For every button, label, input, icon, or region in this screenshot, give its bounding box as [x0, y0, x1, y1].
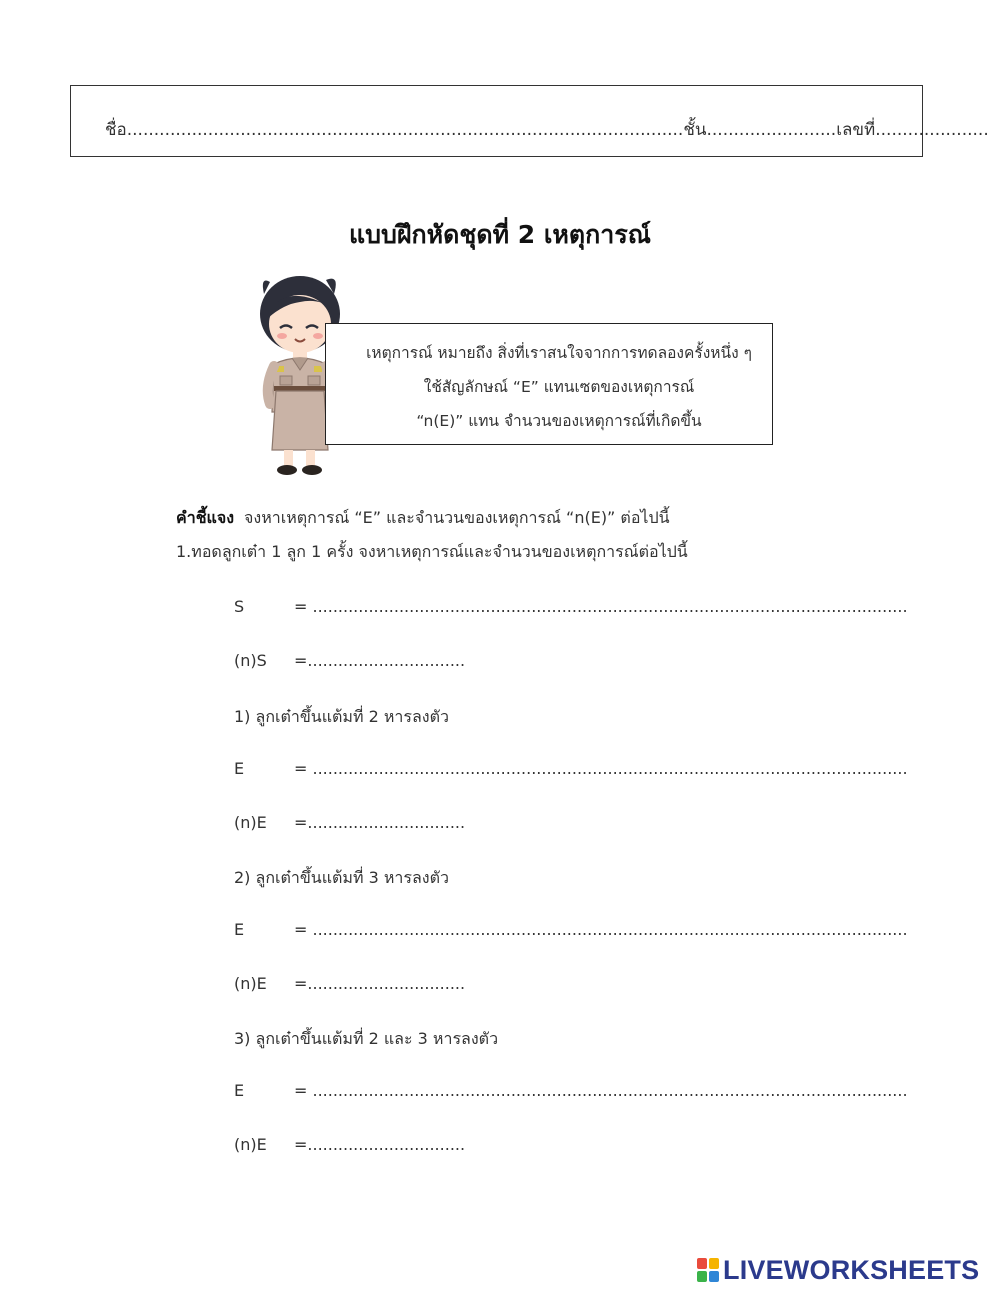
row-label: (n)S [234, 651, 267, 670]
definition-line: ใช้สัญลักษณ์ “E” แทนเซตของเหตุการณ์ [423, 378, 695, 396]
page-title: แบบฝึกหัดชุดที่ 2 เหตุการณ์ [349, 220, 651, 249]
sample-space-count-row [234, 651, 465, 670]
event-row [234, 920, 908, 939]
instruction [176, 506, 670, 531]
answer-blank[interactable]: = ..................................................................................................................... [294, 597, 908, 616]
liveworksheets-logo-icon [697, 1258, 719, 1282]
question-1: 1.ทอดลูกเต๋า 1 ลูก 1 ครั้ง จงหาเหตุการณ์และจำนวนของเหตุการณ์ต่อไปนี้ [176, 542, 688, 561]
definition-box [325, 323, 773, 445]
student-info-line[interactable]: ชื่อ.......................................................................................................ชั้น........................เลขที่..................... [105, 120, 989, 140]
brand-name: LIVEWORKSHEETS [723, 1254, 980, 1285]
definition-line: “n(E)” แทน จำนวนของเหตุการณ์ที่เกิดขึ้น [416, 412, 702, 430]
subquestion-3: 3) ลูกเต๋าขึ้นแต้มที่ 2 และ 3 หารลงตัว [234, 1029, 499, 1048]
liveworksheets-brand [697, 1254, 979, 1286]
instruction-text: จงหาเหตุการณ์ “E” และจำนวนของเหตุการณ์ “n(E)” ต่อไปนี้ [244, 508, 670, 527]
event-count-row [234, 974, 465, 993]
student-info-box [70, 85, 989, 157]
row-label: (n)E [234, 1135, 267, 1154]
row-label: E [234, 1081, 245, 1100]
row-label: E [234, 759, 245, 778]
row-label: (n)E [234, 813, 267, 832]
row-label: E [234, 920, 245, 939]
sample-space-row [234, 597, 908, 616]
answer-blank[interactable]: = ..................................................................................................................... [294, 920, 908, 939]
event-row [234, 1081, 908, 1100]
event-count-row [234, 1135, 465, 1154]
instruction-label: คำชี้แจง [176, 508, 235, 527]
subquestion-1: 1) ลูกเต๋าขึ้นแต้มที่ 2 หารลงตัว [234, 707, 449, 726]
answer-blank[interactable]: = ..................................................................................................................... [294, 759, 908, 778]
answer-blank[interactable]: = ..................................................................................................................... [294, 1081, 908, 1100]
answer-blank[interactable]: =............................... [294, 1135, 466, 1154]
row-label: S [234, 597, 245, 616]
row-label: (n)E [234, 974, 267, 993]
answer-blank[interactable]: =............................... [294, 974, 466, 993]
answer-blank[interactable]: =............................... [294, 651, 466, 670]
answer-blank[interactable]: =............................... [294, 813, 466, 832]
event-count-row [234, 813, 465, 832]
event-row [234, 759, 908, 778]
definition-line: เหตุการณ์ หมายถึง สิ่งที่เราสนใจจากการทดลองครั้งหนึ่ง ๆ [366, 344, 752, 362]
subquestion-2: 2) ลูกเต๋าขึ้นแต้มที่ 3 หารลงตัว [234, 868, 449, 887]
